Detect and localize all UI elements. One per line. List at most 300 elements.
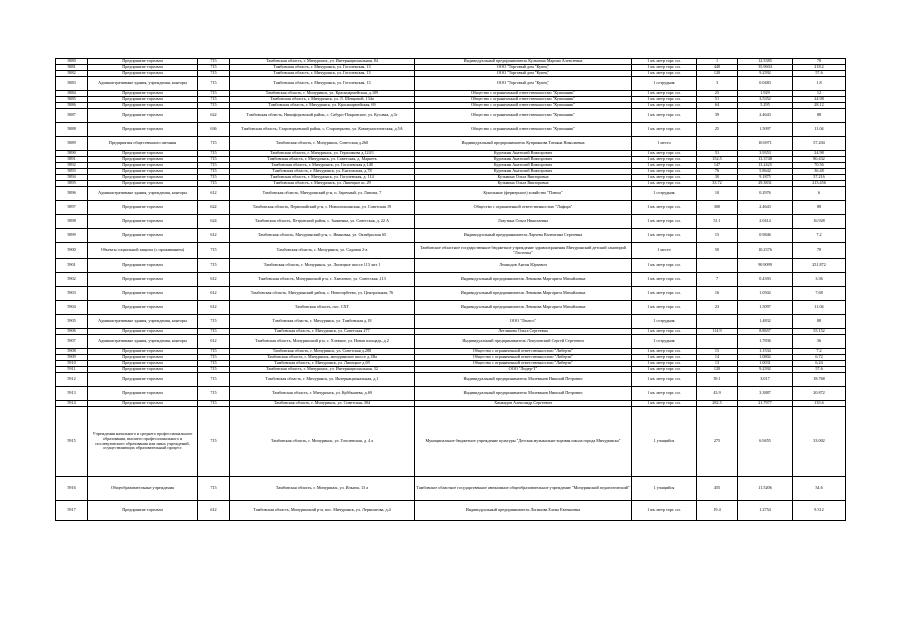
quantity-cell: 43.9 [697,387,738,401]
unit-cell: 1 кв. метр торг. пл. [632,181,697,187]
row-number-cell: 5888 [56,123,88,137]
quantity-cell: 39 [697,109,738,123]
code-cell: 715 [198,373,230,387]
object-type-cell: Предприятие торговли [88,373,198,387]
total-value-cell: 9.312 [793,501,846,521]
total-value-cell: 54.6 [793,477,846,501]
organization-cell: Индивидуальный предприниматель Левакова Маргарита Михайловна [415,301,632,315]
norm-value-cell: 2.0414 [738,215,793,229]
organization-cell: Хинкидов Александр Сергеевич [415,401,632,407]
table-row [56,215,846,229]
row-number-cell: 5905 [56,315,88,329]
unit-cell: 1 кв. метр торг. пл. [632,401,697,407]
organization-cell: Индивидуальный предприниматель Логинова Елена Евгеньевна [415,501,632,521]
quantity-cell: 10 [697,187,738,201]
quantity-cell: 39.1 [697,373,738,387]
data-table [55,58,846,521]
object-type-cell: Административные здания, учреждения, конторы [88,187,198,201]
address-cell: Тамбовская область, г. Мичуринск, ул. Липецкое д.69 [230,361,415,367]
norm-value-cell: 10.6971 [738,137,793,151]
unit-cell: 1 кв. метр торг. пл. [632,301,697,315]
code-cell: 636 [198,123,230,137]
row-number-cell: 5894 [56,175,88,181]
table-row [56,373,846,387]
unit-cell: 1 кв. метр торг. пл. [632,201,697,215]
object-type-cell: Предприятие торговли [88,103,198,109]
total-value-cell: 57.204 [793,137,846,151]
code-cell: 612 [198,287,230,301]
object-type-cell: Предприятие торговли [88,71,198,77]
code-cell: 612 [198,229,230,243]
organization-cell: Индивидуальный предприниматель Левакова Маргарита Михайловна [415,273,632,287]
address-cell: Тамбовская область, г. Мичуринск, ул. Тамбовская д.18 [230,315,415,329]
code-cell: 715 [198,97,230,103]
total-value-cell: 7.2 [793,349,846,355]
code-cell: 715 [198,477,230,501]
norm-value-cell: 3.3887 [738,387,793,401]
norm-value-cell: 13.3748 [738,157,793,163]
unit-cell: 1 кв. метр торг. пл. [632,373,697,387]
row-number-cell: 5909 [56,355,88,361]
row-number-cell: 5910 [56,361,88,367]
unit-cell: 1 кв. метр торг. пл. [632,65,697,71]
organization-cell: Индивидуальный предприниматель Малеванов Николай Петрович [415,373,632,387]
unit-cell: 1 кв. метр торг. пл. [632,103,697,109]
code-cell: 612 [198,273,230,287]
address-cell: Тамбовская область, г. Мичуринск, ул. Советская д.288 [230,349,415,355]
quantity-cell: 25 [697,91,738,97]
total-value-cell: 218.2 [793,65,846,71]
address-cell: Тамбовская область, г. Мичуринск, ул. Герасимова д.124/1 [230,151,415,157]
code-cell: 624 [198,215,230,229]
row-number-cell: 5881 [56,65,88,71]
address-cell: Тамбовская область, Первомайский р-н, с. Новоигошинская, ул. Советская 19 [230,201,415,215]
object-type-cell: Предприятие торговли [88,215,198,229]
norm-value-cell: 1.1534 [738,349,793,355]
quantity-cell: 440 [697,65,738,71]
address-cell: Тамбовская область, г. Мичуринск, ул. Гоголевская, д. 4 а [230,407,415,477]
quantity-cell: 3 [697,77,738,91]
organization-cell: ООО "Лидер-Т" [415,367,632,373]
object-type-cell: Предприятие торговли [88,301,198,315]
organization-cell: ООО "Торговый дом "Купец" [415,65,632,71]
norm-value-cell: 1.5097 [738,301,793,315]
code-cell: 622 [198,109,230,123]
quantity-cell: 76 [697,169,738,175]
quantity-cell: 15 [697,349,738,355]
address-cell: Тамбовская область, г. Мичуринск, ул. Красноармейская, д.109 [230,91,415,97]
row-number-cell: 5895 [56,181,88,187]
code-cell: 715 [198,175,230,181]
norm-value-cell: 3.9353 [738,151,793,157]
row-number-cell: 5885 [56,97,88,103]
address-cell: Тамбовская область, Староюрьевский район, с. Староюрьево, ул. Коммунистическая, д.5А [230,123,415,137]
norm-value-cell: 21.7977 [738,401,793,407]
organization-cell: Кузьмина Ольга Викторовна [415,181,632,187]
quantity-cell: 33.72 [697,181,738,187]
total-value-cell: 88 [793,201,846,215]
norm-value-cell: 9.1875 [738,175,793,181]
quantity-cell: 1 [697,59,738,65]
object-type-cell: Предприятие торговли [88,501,198,521]
object-type-cell: Предприятие торговли [88,273,198,287]
unit-cell: 1 кв. метр торг. пл. [632,157,697,163]
code-cell: 612 [198,335,230,349]
table-row [56,77,846,91]
object-type-cell: Предприятия общественного питания [88,137,198,151]
table-row [56,259,846,273]
address-cell: Тамбовская область, г. Мичуринск, ул. Куйбышева, д.69 [230,387,415,401]
unit-cell: 1 кв. метр торг. пл. [632,259,697,273]
quantity-cell: 455 [697,477,738,501]
code-cell: 715 [198,387,230,401]
table-row [56,123,846,137]
address-cell: Тамбовская область, г. Мичуринск, ул. Гоголевская д.148 [230,163,415,169]
quantity-cell: 120 [697,367,738,373]
address-cell: Тамбовская область, г. Мичуринск, ул. Интернациональная, д.1 [230,373,415,387]
unit-cell: 1 кв. метр торг. пл. [632,387,697,401]
organization-cell: Общество с ограниченной ответственностью "Купишник" [415,91,632,97]
total-value-cell: 6 [793,187,846,201]
address-cell: Тамбовская область, г. Мичуринск, ул. Гоголевская, 13 [230,65,415,71]
address-cell: Тамбовская область, г. Мичуринск, ул. Липецкое шоссе 113 лит 1 [230,259,415,273]
organization-cell: Леонидов Антон Юрьевич [415,259,632,273]
object-type-cell: Предприятие торговли [88,109,198,123]
organization-cell: Общество с ограниченной ответственностью "Купишник" [415,109,632,123]
total-value-cell: 20.872 [793,387,846,401]
organization-cell: Индивидуальный предприниматель Левакова Маргарита Михайловна [415,287,632,301]
organization-cell: Общество с ограниченной ответственностью "Либерти" [415,355,632,361]
address-cell: Тамбовская область, Мичуринский р-н, с. Хлевное, ул. Новая площадь, д.2 [230,335,415,349]
table-row [56,273,846,287]
object-type-cell: Предприятие торговли [88,181,198,187]
total-value-cell: 33.002 [793,407,846,477]
organization-cell: Общество с ограниченной ответственностью "Лафира" [415,201,632,215]
total-value-cell: 88 [793,109,846,123]
unit-cell: 1 кв. метр торг. пл. [632,109,697,123]
code-cell: 715 [198,71,230,77]
row-number-cell: 5911 [56,367,88,373]
object-type-cell: Предприятие торговли [88,169,198,175]
total-value-cell: 135.6 [793,401,846,407]
norm-value-cell: 2.4643 [738,201,793,215]
quantity-cell [697,259,738,273]
table-row [56,287,846,301]
total-value-cell: 57.216 [793,175,846,181]
norm-value-cell: 1.4832 [738,315,793,329]
norm-value-cell: 90.9099 [738,259,793,273]
total-value-cell: 28.12 [793,103,846,109]
total-value-cell: 16.928 [793,215,846,229]
address-cell: Тамбовская область, г. Мичуринск, Советская д.260 [230,137,415,151]
table-row [56,187,846,201]
row-number-cell: 5898 [56,215,88,229]
code-cell: 715 [198,181,230,187]
unit-cell: 1 место [632,243,697,259]
code-cell: 715 [198,157,230,163]
object-type-cell: Административные здания, учреждения, конторы [88,335,198,349]
object-type-cell: Объекты социальной защиты (с проживанием) [88,243,198,259]
address-cell: Тамбовская область, Никифоровский район, с. Сабуро-Покровское, ул. Кусовка, д.3г [230,109,415,123]
object-type-cell: Предприятие торговли [88,91,198,97]
table-row [56,501,846,521]
table-row [56,301,846,315]
row-number-cell: 5896 [56,187,88,201]
unit-cell: 1 кв. метр торг. пл. [632,151,697,157]
code-cell: 715 [198,259,230,273]
object-type-cell: Предприятие торговли [88,367,198,373]
organization-cell: ООО "Торговый дом "Купец" [415,77,632,91]
total-value-cell: 6.24 [793,361,846,367]
total-value-cell: 213.456 [793,181,846,187]
quantity-cell: 114.9 [697,329,738,335]
object-type-cell: Предприятие торговли [88,329,198,335]
norm-value-cell: 1.0031 [738,361,793,367]
row-number-cell: 5884 [56,91,88,97]
organization-cell: Кукольные (фермерское) хозяйство "Плюха" [415,187,632,201]
organization-cell: Муниципальное бюджетное учреждение культуры "Детская музыкально-хоровая школа города Мичуринска" [415,407,632,477]
table-row [56,387,846,401]
address-cell: Тамбовская область, г. Мичуринск, ул. Гоголевская, 13 [230,71,415,77]
row-number-cell: 5908 [56,349,88,355]
organization-cell: Общество с ограниченной ответственностью "Купишник" [415,97,632,103]
norm-value-cell: 10.2376 [738,243,793,259]
object-type-cell: Учреждения начального и среднего профессионального образования, высшего профессионального и послевузовского образования или иных учреждений, осуществляющих образовательный процесс [88,407,198,477]
row-number-cell: 5900 [56,243,88,259]
unit-cell: 1 кв. метр торг. пл. [632,361,697,367]
total-value-cell: 36.48 [793,169,846,175]
total-value-cell: 36 [793,335,846,349]
organization-cell: ООО "Лентос" [415,315,632,329]
address-cell: Тамбовская область, г. Мичуринск, ул. Гоголевская, д. 114 [230,175,415,181]
row-number-cell: 5913 [56,387,88,401]
address-cell: Тамбовская область, Мичуринский р-н, с. Ивановка, ул. Октябрьская 65 [230,229,415,243]
unit-cell: 1 кв. метр торг. пл. [632,169,697,175]
object-type-cell: Предприятие торговли [88,349,198,355]
organization-cell: Индивидуальный предприниматель Кулыгина Марина Алексеевна [415,59,632,65]
norm-value-cell: 1.7836 [738,335,793,349]
unit-cell: 1 кв. метр торг. пл. [632,123,697,137]
organization-cell: Тамбовское областное государственное автономное общеобразовательное учреждение "Мичуринский педагогический" [415,477,632,501]
total-value-cell: 11.04 [793,301,846,315]
object-type-cell: Предприятие торговли [88,157,198,163]
organization-cell: Лазутина Ольга Николаевна [415,215,632,229]
address-cell: Тамбовская область, Мичуринский р-н, п. Заречный, ул. Липова, 7 [230,187,415,201]
total-value-cell: 80.432 [793,157,846,163]
unit-cell: 1 учащийся [632,477,697,501]
total-value-cell: 1.8 [793,77,846,91]
row-number-cell: 5892 [56,163,88,169]
table-row [56,137,846,151]
row-number-cell: 5907 [56,335,88,349]
row-number-cell: 5889 [56,137,88,151]
quantity-cell [697,315,738,329]
unit-cell: 1 кв. метр торг. пл. [632,215,697,229]
organization-cell: Тамбовское областное государственное бюджетное учреждение здравоохранения Мичуринский детский санаторий "Ласточка" [415,243,632,259]
unit-cell: 1 место [632,137,697,151]
address-cell: Тамбовская область, г. Мичуринск, ул. Советская 277 [230,329,415,335]
unit-cell: 1 кв. метр торг. пл. [632,287,697,301]
total-value-cell: 7.2 [793,229,846,243]
table-row [56,407,846,477]
quantity-cell: 275 [697,407,738,477]
code-cell: 715 [198,355,230,361]
quantity-cell [697,137,738,151]
total-value-cell: 251.872 [793,259,846,273]
row-number-cell: 5899 [56,229,88,243]
address-cell: Тамбовская область, Петровский район, с. Знаменка, ул. Советская, д. 22 А [230,215,415,229]
object-type-cell: Предприятие торговли [88,65,198,71]
total-value-cell: 18.768 [793,373,846,387]
code-cell: 715 [198,59,230,65]
address-cell: Тамбовская область, пос. СХТ [230,301,415,315]
unit-cell: 1 сотрудник [632,315,697,329]
norm-value-cell: 6.9455 [738,407,793,477]
total-value-cell: 57.6 [793,367,846,373]
unit-cell: 1 кв. метр торг. пл. [632,355,697,361]
norm-value-cell: 1.929 [738,91,793,97]
quantity-cell: 51 [697,151,738,157]
quantity-cell: 152.5 [697,157,738,163]
row-number-cell: 5883 [56,77,88,91]
quantity-cell: 25 [697,123,738,137]
norm-value-cell: 1.5097 [738,123,793,137]
row-number-cell: 5903 [56,287,88,301]
address-cell: Тамбовская область, Мичуринский район, с. Новотарбеево, ул. Центральная, 76 [230,287,415,301]
code-cell: 715 [198,91,230,97]
norm-value-cell: 1.0802 [738,355,793,361]
unit-cell: 1 кв. метр торг. пл. [632,91,697,97]
object-type-cell: Предприятие торговли [88,151,198,157]
unit-cell: 1 кв. метр торг. пл. [632,273,697,287]
address-cell: Тамбовская область, г. Мичуринск, ул. Ильича, 13 а [230,477,415,501]
code-cell: 715 [198,401,230,407]
row-number-cell: 5906 [56,329,88,335]
organization-cell: Общество с ограниченной ответственностью "Купишник" [415,123,632,137]
unit-cell: 1 сотрудник [632,77,697,91]
organization-cell: Общество с ограниченной ответственностью "Купишник" [415,103,632,109]
code-cell: 622 [198,201,230,215]
norm-value-cell: 3.5352 [738,97,793,103]
norm-value-cell: 35.9604 [738,65,793,71]
unit-cell: 1 кв. метр торг. пл. [632,367,697,373]
organization-cell: Летчикова Ольга Сергеевна [415,329,632,335]
unit-cell: 1 кв. метр торг. пл. [632,175,697,181]
unit-cell: 1 кв. метр торг. пл. [632,59,697,65]
quantity-cell: 23 [697,301,738,315]
document-page [55,58,845,521]
row-number-cell: 5912 [56,373,88,387]
table-row [56,243,846,259]
organization-cell: Общество с ограниченной ответственностью "Либерти" [415,361,632,367]
code-cell: 715 [198,315,230,329]
organization-cell: Курочкин Анатолий Викторович [415,157,632,163]
address-cell: Тамбовская область, г. Мичуринск, ул. Гоголевская, 13 [230,77,415,91]
code-cell: 612 [198,187,230,201]
code-cell: 715 [198,349,230,355]
norm-value-cell: 12.5385 [738,59,793,65]
unit-cell: 1 учащийся [632,407,697,477]
norm-value-cell: 1.0502 [738,287,793,301]
quantity-cell: 64 [697,103,738,109]
total-value-cell: 78 [793,59,846,65]
organization-cell: Курочкин Анатолий Викторович [415,169,632,175]
quantity-cell: 15 [697,229,738,243]
address-cell: Тамбовская область, г. Мичуринск, ул. Красноармейская, 69 [230,103,415,109]
object-type-cell: Предприятие торговли [88,387,198,401]
address-cell: Тамбовская область, г. Мичуринск, ул. Л. Шевцовой, 134а [230,97,415,103]
code-cell: 715 [198,361,230,367]
unit-cell: 1 кв. метр торг. пл. [632,501,697,521]
norm-value-cell: 5.295 [738,103,793,109]
unit-cell: 1 кв. метр торг. пл. [632,329,697,335]
norm-value-cell: 8.8657 [738,329,793,335]
total-value-cell: 7.68 [793,287,846,301]
address-cell: Тамбовская область, г. Мичуринск, ул. Липецкое ш. 29 [230,181,415,187]
row-number-cell: 5902 [56,273,88,287]
row-number-cell: 5904 [56,301,88,315]
norm-value-cell: 3.017 [738,373,793,387]
total-value-cell: 24.98 [793,97,846,103]
object-type-cell: Предприятие торговли [88,97,198,103]
unit-cell: 1 кв. метр торг. пл. [632,349,697,355]
table-row [56,109,846,123]
norm-value-cell: 5.8642 [738,169,793,175]
organization-cell: Индивидуальный предприниматель Куприянова Татьяна Николаевна [415,137,632,151]
object-type-cell: Предприятие торговли [88,123,198,137]
quantity-cell: 7 [697,273,738,287]
organization-cell: ООО "Торговый дом "Купец" [415,71,632,77]
unit-cell: 1 кв. метр торг. пл. [632,71,697,77]
organization-cell: Индивидуальный предприниматель Ларчева Валентина Сергеевна [415,229,632,243]
code-cell: 612 [198,501,230,521]
norm-value-cell: 2.4643 [738,109,793,123]
code-cell: 715 [198,243,230,259]
object-type-cell: Административные здания, учреждения, конторы [88,77,198,91]
total-value-cell: 11.04 [793,123,846,137]
code-cell: 715 [198,137,230,151]
object-type-cell: Предприятие торговли [88,201,198,215]
object-type-cell: Административные здания, учреждения, конторы [88,315,198,329]
norm-value-cell: 0.2976 [738,187,793,201]
norm-value-cell: 13.2425 [738,163,793,169]
quantity-cell [697,335,738,349]
object-type-cell: Предприятие торговли [88,163,198,169]
organization-cell: Курочкин Анатолий Викторович [415,163,632,169]
row-number-cell: 5917 [56,501,88,521]
object-type-cell: Предприятие торговли [88,287,198,301]
quantity-cell: 147 [697,163,738,169]
total-value-cell: 12 [793,91,846,97]
unit-cell: 1 сотрудник [632,187,697,201]
quantity-cell: 51.1 [697,215,738,229]
quantity-cell: 50 [697,243,738,259]
organization-cell: Индивидуальный предприниматель Лопуховский Сергей Сергеевич [415,335,632,349]
quantity-cell: 282.5 [697,401,738,407]
row-number-cell: 5914 [56,401,88,407]
total-value-cell: 88 [793,315,846,329]
code-cell: 715 [198,367,230,373]
total-value-cell: 78 [793,243,846,259]
total-value-cell: 55.152 [793,329,846,335]
table-row [56,477,846,501]
object-type-cell: Предприятие торговли [88,229,198,243]
total-value-cell: 3.36 [793,273,846,287]
address-cell: Тамбовская область, Мичуринский р-н, с. Хмелевое, ул. Советская ,113 [230,273,415,287]
total-value-cell: 70.56 [793,163,846,169]
table-row [56,229,846,243]
address-cell: Тамбовская область, г. Мичуринск, ул. Интернациональная, 84 [230,59,415,65]
